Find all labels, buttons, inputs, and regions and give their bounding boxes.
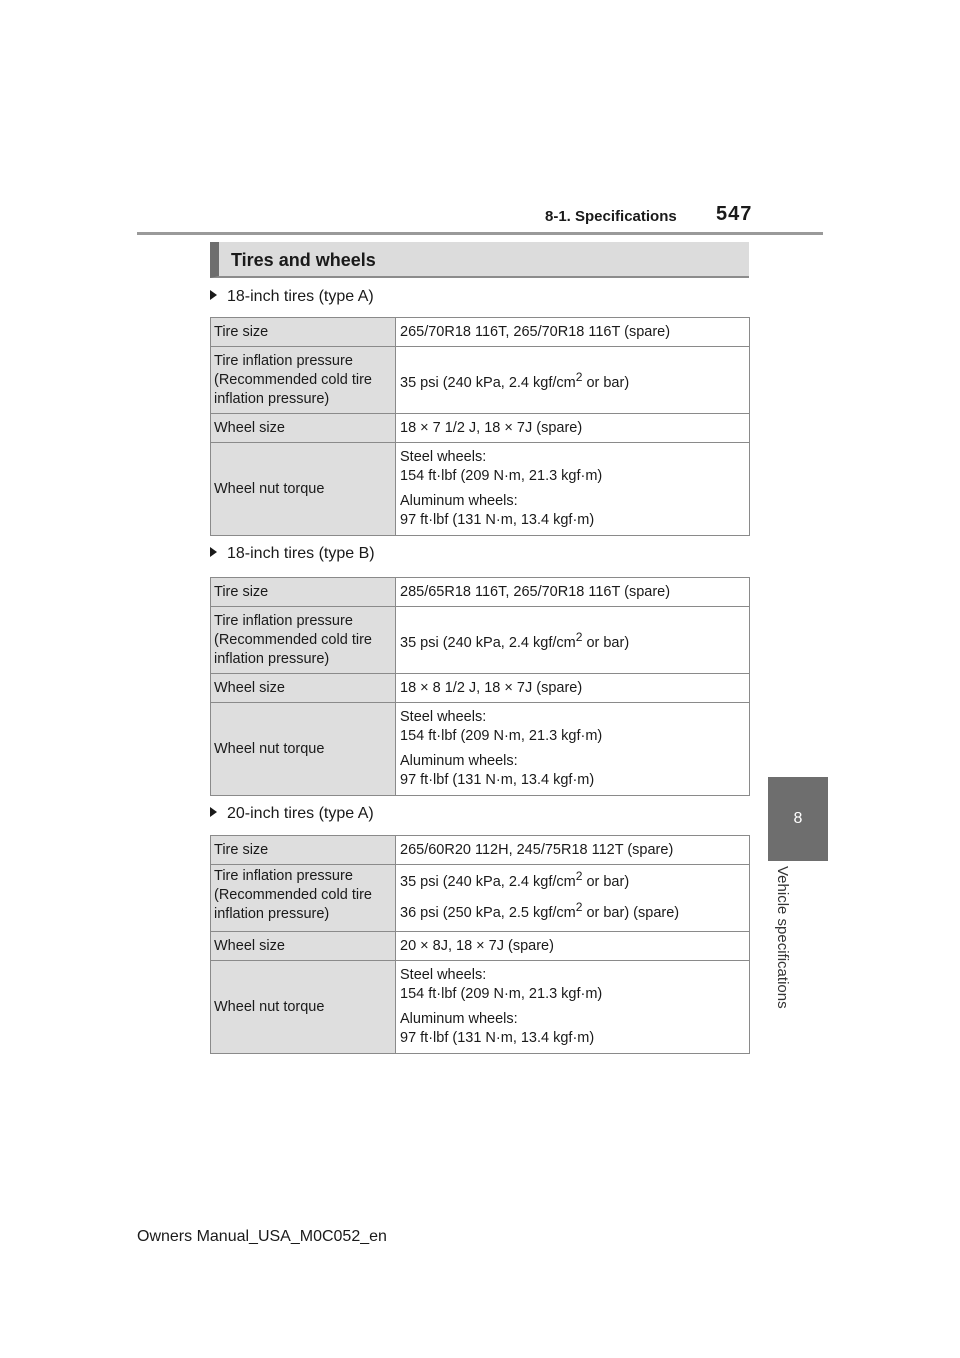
row-value: 20 × 8J, 18 × 7J (spare) <box>396 932 750 961</box>
table-row <box>211 443 750 536</box>
section-title: 8-1. Specifications <box>545 208 677 225</box>
steel-wheels: Steel wheels: 154 ft·lbf (209 N·m, 21.3 kgf·m) <box>400 709 603 744</box>
label-line: Tire inflation pressure <box>214 352 353 369</box>
row-value: 265/60R20 112H, 245/75R18 112T (spare) <box>396 836 750 865</box>
row-label: Tire size <box>211 318 396 347</box>
pressure-value-spare: 36 psi (250 kPa, 2.5 kgf/$cm^2$ or bar) (spare) <box>400 899 680 921</box>
topic-title: Tires and wheels <box>231 250 376 270</box>
row-value <box>396 865 750 932</box>
label-line: inflation pressure) <box>214 390 330 407</box>
row-value <box>396 347 750 414</box>
row-value <box>396 607 750 674</box>
steel-wheels: Steel wheels: 154 ft·lbf (209 N·m, 21.3 kgf·m) <box>400 449 603 484</box>
pressure-value: 35 psi (240 kPa, 2.4 kgf/$cm^2$ or bar) <box>400 369 630 391</box>
triangle-bullet-icon <box>210 807 217 817</box>
spec-table <box>210 577 750 796</box>
row-label: Wheel size <box>211 414 396 443</box>
row-value <box>396 443 750 536</box>
footer-doc-id: Owners Manual_USA_M0C052_en <box>137 1228 387 1245</box>
subheading <box>210 545 375 563</box>
aluminum-wheels: Aluminum wheels: 97 ft·lbf (131 N·m, 13.4 kgf·m) <box>400 753 595 788</box>
label-line: Tire inflation pressure <box>214 868 353 884</box>
row-label: Tire size <box>211 836 396 865</box>
table-row <box>211 414 750 443</box>
row-value <box>396 961 750 1054</box>
steel-wheels: Steel wheels: 154 ft·lbf (209 N·m, 21.3 kgf·m) <box>400 967 603 1002</box>
table-row <box>211 865 750 932</box>
triangle-bullet-icon <box>210 547 217 557</box>
spec-table <box>210 835 750 1054</box>
chapter-tab[interactable]: 8 <box>768 777 828 861</box>
table-row <box>211 836 750 865</box>
pressure-value: 35 psi (240 kPa, 2.4 kgf/$cm^2$ or bar) <box>400 869 630 890</box>
row-label <box>211 865 396 932</box>
header-rule <box>137 232 823 235</box>
subheading-text: 20-inch tires (type A) <box>227 805 374 822</box>
row-label: Tire size <box>211 578 396 607</box>
row-label: Wheel nut torque <box>211 443 396 536</box>
row-value: 18 × 7 1/2 J, 18 × 7J (spare) <box>396 414 750 443</box>
chapter-label: Vehicle specifications <box>774 866 791 1009</box>
aluminum-wheels: Aluminum wheels: 97 ft·lbf (131 N·m, 13.4 kgf·m) <box>400 1011 595 1046</box>
row-label <box>211 347 396 414</box>
row-label <box>211 607 396 674</box>
subheading-text: 18-inch tires (type A) <box>227 288 374 305</box>
table-row <box>211 674 750 703</box>
subheading <box>210 288 374 306</box>
table-row <box>211 318 750 347</box>
row-value: 18 × 8 1/2 J, 18 × 7J (spare) <box>396 674 750 703</box>
table-row <box>211 347 750 414</box>
label-line: (Recommended cold tire <box>214 887 372 903</box>
subheading-text: 18-inch tires (type B) <box>227 545 375 562</box>
label-line: (Recommended cold tire <box>214 631 372 648</box>
topic-title-box <box>210 242 749 278</box>
triangle-bullet-icon <box>210 290 217 300</box>
label-line: Tire inflation pressure <box>214 612 353 629</box>
row-label: Wheel nut torque <box>211 961 396 1054</box>
table-row <box>211 961 750 1054</box>
table-row <box>211 703 750 796</box>
label-line: inflation pressure) <box>214 650 330 667</box>
label-line: (Recommended cold tire <box>214 371 372 388</box>
subheading <box>210 805 374 823</box>
row-value: 265/70R18 116T, 265/70R18 116T (spare) <box>396 318 750 347</box>
table-row <box>211 607 750 674</box>
row-label: Wheel size <box>211 674 396 703</box>
table-row <box>211 932 750 961</box>
row-value: 285/65R18 116T, 265/70R18 116T (spare) <box>396 578 750 607</box>
aluminum-wheels: Aluminum wheels: 97 ft·lbf (131 N·m, 13.4 kgf·m) <box>400 493 595 528</box>
label-line: inflation pressure) <box>214 906 330 922</box>
row-label: Wheel size <box>211 932 396 961</box>
page-number: 547 <box>716 203 753 225</box>
pressure-value: 35 psi (240 kPa, 2.4 kgf/$cm^2$ or bar) <box>400 629 630 651</box>
row-value <box>396 703 750 796</box>
spec-table <box>210 317 750 536</box>
row-label: Wheel nut torque <box>211 703 396 796</box>
table-row <box>211 578 750 607</box>
